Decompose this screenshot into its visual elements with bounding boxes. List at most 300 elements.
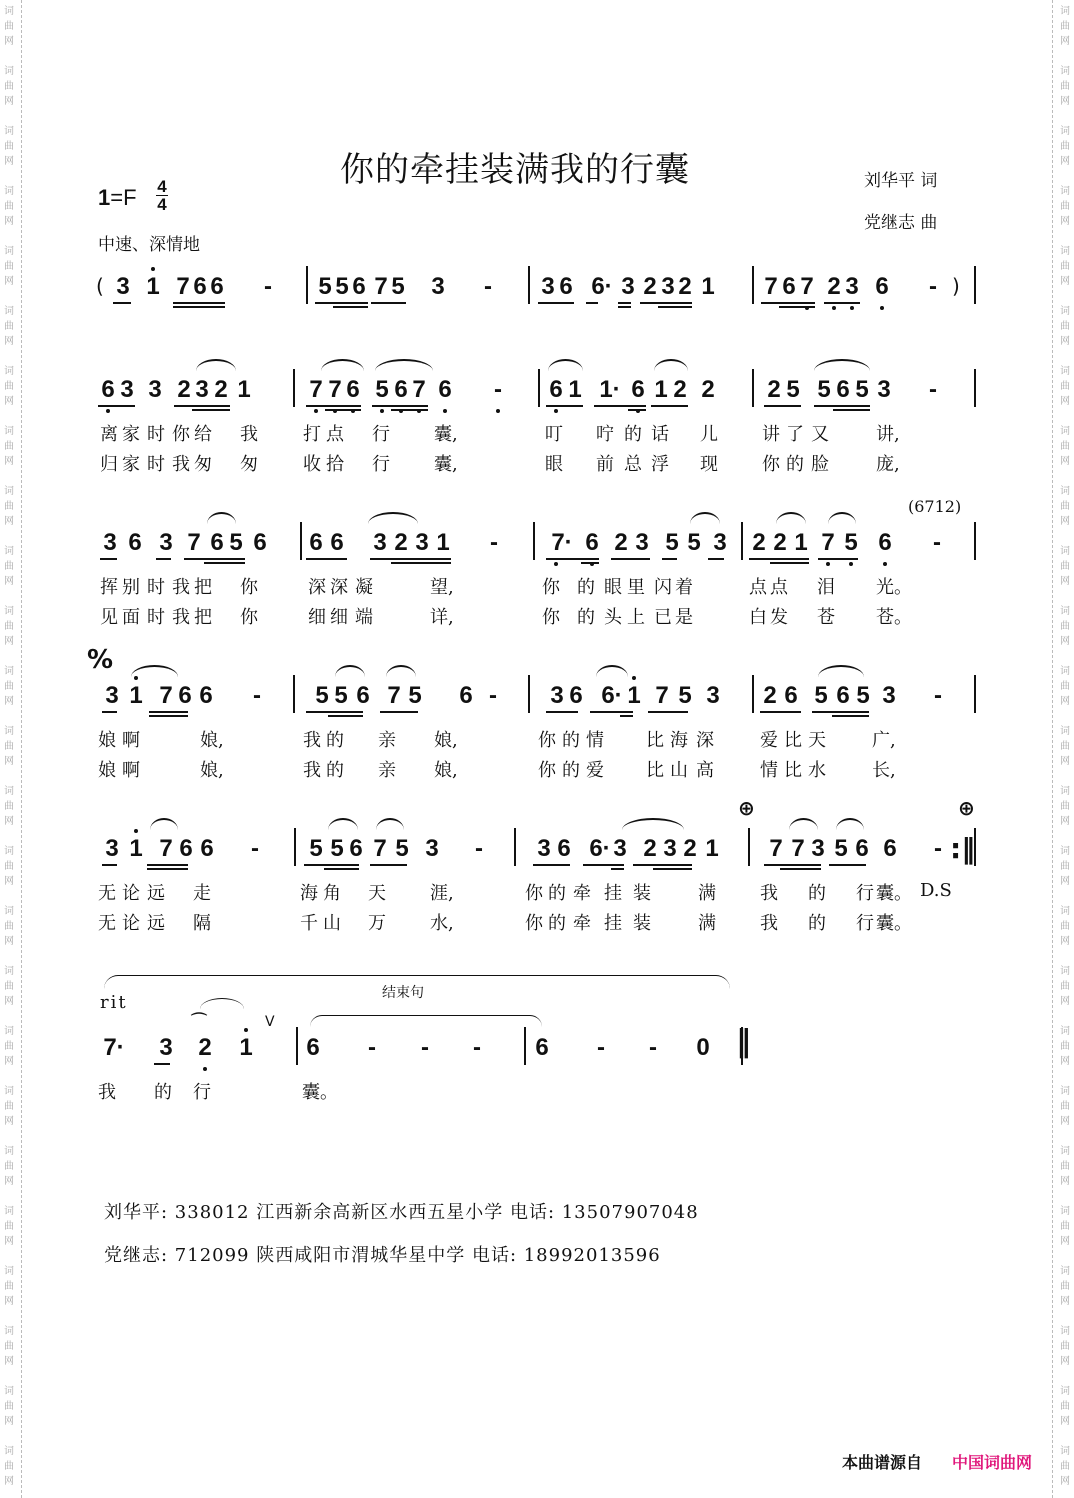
eighth-underline — [708, 558, 724, 560]
note: 5 — [817, 376, 831, 403]
lyric-char: 娘, — [200, 730, 224, 751]
sixteenth-underline — [328, 715, 363, 717]
lyric-char: 牵 — [573, 883, 591, 904]
note: 2 — [673, 376, 687, 403]
key-tonic: 1 — [98, 185, 111, 210]
slur-arc — [548, 359, 583, 371]
sixteenth-underline — [173, 306, 225, 308]
note: 3 — [613, 835, 627, 862]
barline — [528, 266, 530, 304]
note: 3 — [635, 529, 649, 556]
note: 6 — [557, 835, 571, 862]
dash-extension: - — [649, 1034, 657, 1061]
lyric-char: 凝 — [355, 577, 373, 598]
lyric-char: 装 — [633, 883, 651, 904]
note: 2 — [614, 529, 628, 556]
lyric-char: 收 — [303, 454, 321, 475]
note: 5 — [855, 376, 869, 403]
lyric-char: 的 — [786, 454, 804, 475]
lyric-char: 的 — [326, 760, 344, 781]
watermark-text: 词 曲 网 — [4, 786, 14, 827]
note: 2 — [773, 529, 787, 556]
watermark-text: 词 曲 网 — [1060, 726, 1070, 767]
lyric-char: 啊 — [122, 730, 140, 751]
slur-arc — [789, 818, 818, 830]
coda-icon: ⊕ — [738, 796, 755, 820]
lyric-char: 我 — [303, 730, 321, 751]
watermark-text: 词 曲 网 — [1060, 1026, 1070, 1067]
lyric-char: 儿 — [700, 424, 718, 445]
barline — [293, 369, 295, 407]
lyric-char: 情 — [586, 730, 604, 751]
eighth-underline — [760, 711, 801, 713]
barline — [300, 522, 302, 560]
note: 1 — [568, 376, 582, 403]
lyric-char: 囊, — [434, 454, 458, 475]
note: 6 — [535, 1034, 549, 1061]
slur-arc — [150, 818, 178, 830]
note: 1 — [705, 835, 719, 862]
note: 6 — [179, 835, 193, 862]
low-octave-dot — [203, 1067, 207, 1071]
lyric-char: 山 — [670, 760, 688, 781]
composer-credit: 党继志 曲 — [864, 213, 938, 233]
lyric-char: 我 — [172, 607, 190, 628]
barline — [752, 369, 754, 407]
lyric-char: 叮 — [545, 424, 563, 445]
note: 7 — [374, 273, 388, 300]
lyric-char: 时 — [147, 577, 165, 598]
lyric-char: 天 — [368, 883, 386, 904]
lyric-char: 着 — [675, 577, 693, 598]
watermark-text: 词 曲 网 — [1060, 1266, 1070, 1307]
note: 6 — [836, 376, 850, 403]
note: 3 — [811, 835, 825, 862]
watermark-text: 词 曲 网 — [4, 1386, 14, 1427]
note: 2 — [197, 1035, 213, 1061]
lyric-char: 的 — [154, 1082, 172, 1103]
breath-mark: V — [265, 1014, 275, 1030]
lyric-char: 比 — [784, 760, 802, 781]
lyric-char: 高 — [696, 760, 714, 781]
slur-arc — [776, 512, 806, 524]
note: 2 — [643, 273, 657, 300]
lyric-char: 满 — [698, 883, 716, 904]
note: 3 — [415, 529, 429, 556]
eighth-underline — [829, 864, 866, 866]
eighth-underline — [749, 558, 809, 560]
barline — [974, 369, 976, 407]
watermark-text: 词 曲 网 — [1060, 426, 1070, 467]
lyric-char: 把 — [194, 607, 212, 628]
lyric-char: 万 — [368, 913, 386, 934]
low-octave-dot — [849, 562, 853, 566]
lyric-char: 的 — [577, 607, 595, 628]
slur-arc — [376, 818, 404, 830]
slur-arc — [196, 359, 236, 371]
sixteenth-underline — [333, 306, 368, 308]
lyric-char: 上 — [627, 607, 645, 628]
note: 6 — [883, 835, 897, 862]
lyric-char: 广, — [872, 730, 896, 751]
note: 3 — [148, 376, 162, 403]
dash-extension: - — [934, 835, 942, 862]
sixteenth-underline — [391, 409, 428, 411]
watermark-text: 词 曲 网 — [4, 6, 14, 47]
eighth-underline — [633, 864, 692, 866]
note: 2 — [678, 273, 692, 300]
note: 6 — [306, 1034, 320, 1061]
dash-extension: - — [253, 682, 261, 709]
note: 2 — [394, 529, 408, 556]
lyric-char: 匆 — [240, 454, 258, 475]
note: 6 — [210, 273, 224, 300]
barline — [752, 266, 754, 304]
lyric-char: 走 — [193, 883, 211, 904]
lyric-char: 我 — [172, 577, 190, 598]
note: 3 — [882, 682, 896, 709]
lyric-char: 面 — [122, 607, 140, 628]
note: 7 — [176, 273, 190, 300]
watermark-text: 词 曲 网 — [4, 426, 14, 467]
low-octave-dot — [554, 409, 558, 413]
high-octave-dot — [244, 1028, 248, 1032]
segno-icon: % — [87, 645, 114, 675]
eighth-underline — [113, 302, 131, 304]
lyric-char: 牵 — [573, 913, 591, 934]
watermark-text: 词 曲 网 — [4, 606, 14, 647]
watermark-text: 词 曲 网 — [4, 1206, 14, 1247]
note: 2 — [767, 376, 781, 403]
lyric-char: 总 — [624, 454, 642, 475]
dash-extension: - — [934, 682, 942, 709]
sixteenth-underline — [581, 562, 599, 564]
watermark-text: 词 曲 网 — [4, 1326, 14, 1367]
right-dashed-margin — [1052, 0, 1053, 1498]
lyric-char: 的 — [548, 913, 566, 934]
lyric-char: 讲, — [876, 424, 900, 445]
watermark-text: 词 曲 网 — [1060, 846, 1070, 887]
note: 2 — [826, 274, 842, 300]
slur-arc — [828, 512, 856, 524]
lyric-char: 详, — [430, 607, 454, 628]
watermark-text: 词 曲 网 — [4, 546, 14, 587]
lyric-char: 论 — [122, 883, 140, 904]
dash-extension: - — [264, 273, 272, 300]
lyric-char: 角 — [323, 883, 341, 904]
lyric-char: 爱 — [586, 760, 604, 781]
eighth-underline — [173, 302, 225, 304]
lyric-char: 咛 — [596, 424, 614, 445]
note: 3 — [431, 273, 445, 300]
dash-extension: - — [490, 529, 498, 556]
lyric-char: 行 — [372, 454, 390, 475]
lyric-char: 的 — [808, 883, 826, 904]
watermark-text: 词 曲 网 — [4, 306, 14, 347]
eighth-underline — [538, 302, 574, 304]
lyric-char: 你 — [240, 577, 258, 598]
note: 7 — [799, 274, 815, 300]
lyric-char: 海 — [670, 730, 688, 751]
eighth-underline — [764, 864, 821, 866]
note: 6 — [330, 529, 344, 556]
note: 5 — [408, 682, 422, 709]
lyric-char: 里 — [627, 577, 645, 598]
lyric-char: 时 — [147, 454, 165, 475]
note: 6 — [210, 529, 224, 556]
lyric-char: 我 — [760, 883, 778, 904]
note: 7 — [769, 835, 783, 862]
note: 6 — [393, 377, 409, 403]
watermark-text: 词 曲 网 — [1060, 666, 1070, 707]
dash-extension: - — [929, 376, 937, 403]
low-octave-dot — [314, 409, 318, 413]
lyric-char: 细 — [308, 607, 326, 628]
eighth-underline — [174, 405, 230, 407]
note: 6 — [345, 377, 361, 403]
lyric-char: 比 — [646, 730, 664, 751]
watermark-text: 词 曲 网 — [4, 846, 14, 887]
sixteenth-underline — [611, 868, 624, 870]
note: 3 — [706, 682, 720, 709]
lyric-char: 囊, — [434, 424, 458, 445]
lyric-char: 你 — [542, 577, 560, 598]
lyric-char: 了 — [786, 424, 804, 445]
note: 5 — [315, 682, 329, 709]
sixteenth-underline — [628, 409, 646, 411]
lyric-char: 行 — [372, 424, 390, 445]
high-octave-dot — [151, 267, 155, 271]
lyric-char: 论 — [122, 913, 140, 934]
note: 2 — [763, 682, 777, 709]
barline — [974, 266, 976, 304]
watermark-text: 词 曲 网 — [1060, 486, 1070, 527]
watermark-text: 词 曲 网 — [4, 906, 14, 947]
lyric-char: 的 — [577, 577, 595, 598]
barline — [533, 522, 535, 560]
eighth-underline — [533, 864, 570, 866]
note: 6 — [548, 377, 564, 403]
eighth-underline — [100, 558, 117, 560]
lyric-char: 离 — [100, 424, 118, 445]
note: 6 — [309, 529, 323, 556]
lyric-char: 归 — [100, 454, 118, 475]
note: 6 — [569, 682, 583, 709]
watermark-text: 词 曲 网 — [1060, 966, 1070, 1007]
note: 6· — [591, 273, 613, 300]
note: 5 — [330, 835, 344, 862]
note: 6 — [356, 682, 370, 709]
eighth-underline — [372, 405, 428, 407]
eighth-underline — [590, 711, 633, 713]
note: 2 — [683, 835, 697, 862]
time-sig-top: 4 — [157, 177, 167, 196]
note: 6 — [782, 273, 796, 300]
note: 5 — [843, 530, 859, 556]
lyric-char: 你 — [525, 913, 543, 934]
lyric-char: 深 — [696, 730, 714, 751]
lyric-char: 娘 — [98, 730, 116, 751]
note: 3 — [116, 273, 130, 300]
eighth-underline — [304, 864, 359, 866]
sixteenth-underline — [391, 562, 451, 564]
low-octave-dot — [106, 409, 110, 413]
eighth-underline — [618, 302, 631, 304]
lyric-char: 话 — [651, 424, 669, 445]
note: 2 — [177, 376, 191, 403]
watermark-text: 词 曲 网 — [1060, 786, 1070, 827]
watermark-text: 词 曲 网 — [1060, 546, 1070, 587]
sixteenth-underline — [658, 306, 692, 308]
note: 7 — [327, 377, 343, 403]
barline — [974, 522, 976, 560]
sixteenth-underline — [204, 562, 245, 564]
rest: 0 — [696, 1034, 710, 1061]
eighth-underline — [648, 711, 688, 713]
slur-arc — [368, 512, 418, 524]
lyric-char: 眼 — [545, 454, 563, 475]
fermata-icon: ⌒ — [191, 1011, 208, 1030]
eighth-underline — [818, 558, 858, 560]
final-barline: ‖ — [736, 1024, 751, 1059]
sixteenth-underline — [779, 306, 815, 308]
note: 5 — [678, 682, 692, 709]
barline — [741, 522, 743, 560]
open-paren: ( — [96, 274, 104, 298]
note: 7· — [548, 530, 576, 556]
song-title: 你的牵挂装满我的行囊 — [340, 150, 690, 190]
lyric-char: 脸 — [811, 454, 829, 475]
eighth-underline — [546, 558, 599, 560]
lyric-char: 讲 — [762, 424, 780, 445]
eighth-underline — [306, 558, 347, 560]
eighth-underline — [764, 405, 801, 407]
eighth-underline — [812, 711, 869, 713]
sixteenth-underline — [325, 409, 361, 411]
note: 3 — [877, 376, 891, 403]
eighth-underline — [306, 711, 363, 713]
note: 6 — [100, 377, 116, 403]
lyric-char: 家 — [122, 424, 140, 445]
eighth-underline — [651, 405, 688, 407]
lyricist-credit: 刘华平 词 — [864, 171, 938, 191]
lyric-char: 你 — [538, 730, 556, 751]
lyric-char: 娘, — [200, 760, 224, 781]
lyric-char: 的 — [624, 424, 642, 445]
watermark-text: 词 曲 网 — [4, 366, 14, 407]
note: 7 — [764, 273, 778, 300]
lyric-char: 水, — [430, 913, 454, 934]
lyric-char: 亲 — [378, 760, 396, 781]
note: 2 — [214, 376, 228, 403]
note: 5 — [318, 273, 332, 300]
lyric-char: 无 — [98, 883, 116, 904]
right-watermark-column — [1056, 0, 1074, 1498]
lyric-char: 深 — [308, 577, 326, 598]
note: 5 — [814, 682, 828, 709]
lyric-char: 你 — [538, 760, 556, 781]
barline — [514, 828, 516, 866]
lyric-char: 挂 — [604, 883, 622, 904]
sixteenth-underline — [832, 715, 869, 717]
lyric-char: 满 — [698, 913, 716, 934]
note: 3 — [550, 682, 564, 709]
time-signature — [156, 178, 168, 213]
note: 1· — [599, 376, 621, 403]
note: 6 — [836, 682, 850, 709]
note: 2 — [643, 835, 657, 862]
source-site-link[interactable]: 中国词曲网 — [952, 1453, 1033, 1472]
slur-arc — [622, 818, 684, 830]
key-value: =F — [110, 185, 137, 210]
lyric-char: 亲 — [378, 730, 396, 751]
note: 1 — [626, 683, 642, 709]
sixteenth-underline — [770, 562, 809, 564]
lyric-char: 海 — [300, 883, 318, 904]
eighth-underline — [154, 1063, 170, 1065]
watermark-text: 词 曲 网 — [4, 126, 14, 167]
low-octave-dot — [826, 562, 830, 566]
lyric-char: 点 — [770, 577, 788, 598]
watermark-text: 词 曲 网 — [4, 726, 14, 767]
lyric-char: 娘 — [98, 760, 116, 781]
lyric-char: 庞, — [876, 454, 900, 475]
watermark-text: 词 曲 网 — [1060, 1326, 1070, 1367]
note: 3 — [844, 274, 860, 300]
eighth-underline — [98, 405, 135, 407]
lyric-char: 挂 — [604, 913, 622, 934]
note: 6· — [601, 682, 623, 709]
note: 3 — [373, 529, 387, 556]
dash-extension: - — [421, 1034, 429, 1061]
lyric-char: 的 — [808, 913, 826, 934]
lyric-char: 远 — [147, 913, 165, 934]
note: 1 — [237, 376, 251, 403]
eighth-underline — [824, 302, 860, 304]
lyric-char: 泪 — [817, 577, 835, 598]
note: 6 — [128, 529, 142, 556]
tempo-marking: 中速、深情地 — [98, 235, 200, 255]
lyric-char: 隔 — [193, 913, 211, 934]
note: 6 — [559, 273, 573, 300]
slur-arc — [818, 665, 864, 677]
sixteenth-underline — [618, 306, 631, 308]
lyric-char: 的 — [562, 760, 580, 781]
watermark-text: 词 曲 网 — [1060, 606, 1070, 647]
lyric-char: 时 — [147, 607, 165, 628]
note: 3 — [103, 529, 117, 556]
note: 3 — [105, 835, 119, 862]
lyric-char: 又 — [811, 424, 829, 445]
dash-extension: - — [368, 1034, 376, 1061]
lyric-char: 爱 — [760, 730, 778, 751]
eighth-underline — [306, 405, 361, 407]
watermark-text: 词 曲 网 — [1060, 186, 1070, 227]
lyric-char: 挥 — [100, 577, 118, 598]
lyric-char: 情 — [760, 760, 778, 781]
dash-extension: - — [929, 273, 937, 300]
lyric-char: 山 — [323, 913, 341, 934]
note: 6 — [437, 377, 453, 403]
note: 5 — [786, 376, 800, 403]
note: 5 — [665, 529, 679, 556]
note: 6 — [784, 682, 798, 709]
note: 1 — [238, 1035, 254, 1061]
lyric-char: 行 — [193, 1082, 211, 1103]
lyric-char: 望, — [430, 577, 454, 598]
lyric-char: 点 — [326, 424, 344, 445]
lyric-char: 已 — [654, 607, 672, 628]
